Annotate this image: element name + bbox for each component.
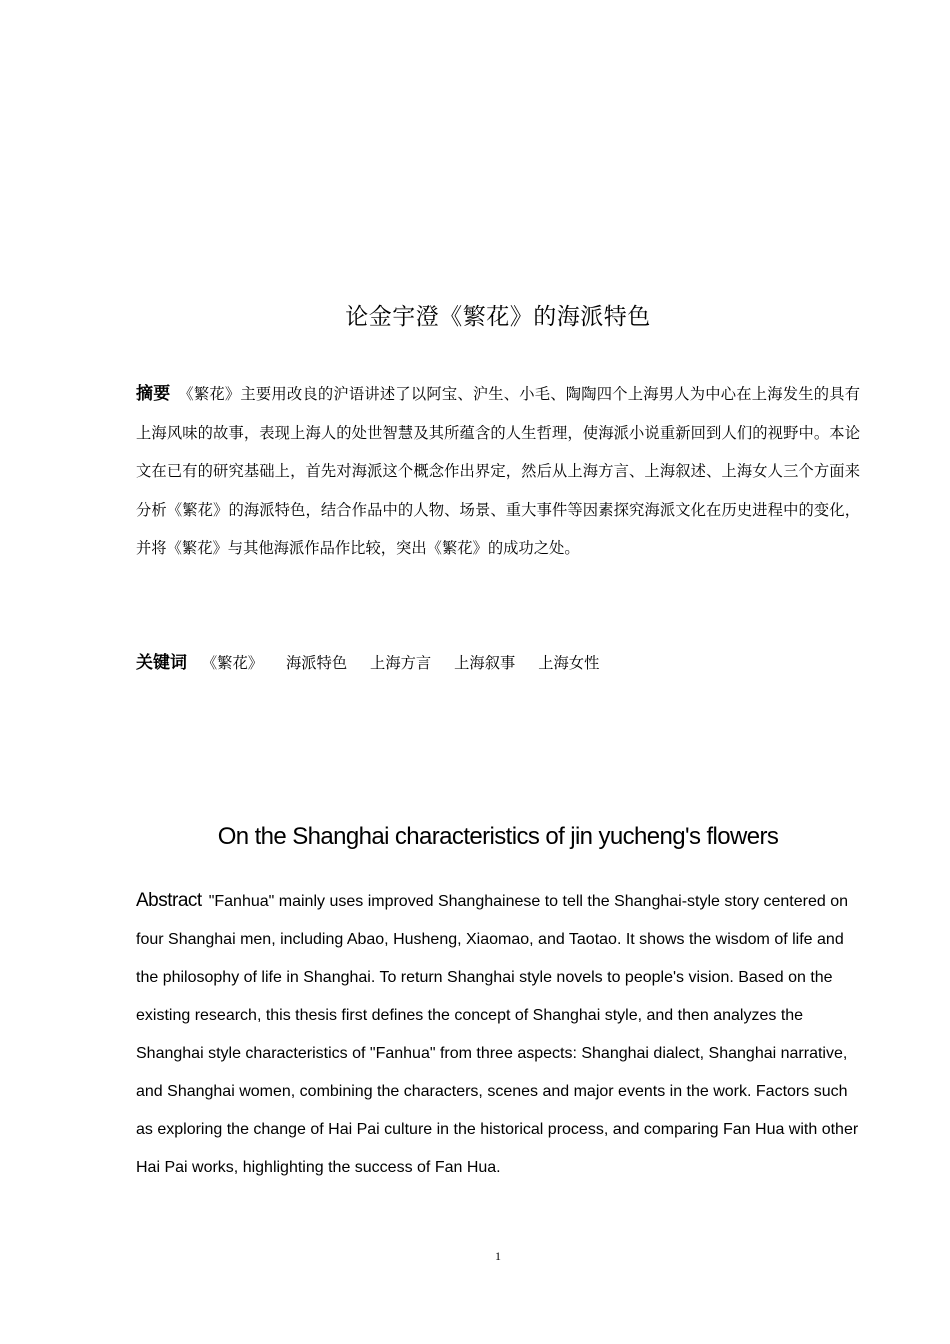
english-abstract-text: "Fanhua" mainly uses improved Shanghainese to tell the Shanghai-style story centered on four Shanghai men, including Abao, Husheng, Xiaomao, and Taotao. It shows the wisdom of life and the philosophy of life in Shanghai. To return Shanghai style novels to people's vision. Based on the existing research, this thesis first defines the concept of Shanghai style, and then analyzes the Shanghai style characteristics of "Fanhua" from three aspects: Shanghai dialect, Shanghai narrative, and Shanghai women, combining the characters, scenes and major events in the work. Factors such as exploring the change of Hai Pai culture in the historical process, and comparing Fan Hua with other Hai Pai works, highlighting the success of Fan Hua.	[136, 893, 859, 1176]
keyword: 上海叙事	[454, 654, 516, 672]
keyword: 《繁花》	[201, 654, 264, 672]
chinese-keywords-label: 关键词	[136, 653, 187, 673]
page-number: 1	[495, 1249, 501, 1263]
keyword: 上海女性	[538, 654, 600, 672]
keyword: 海派特色	[285, 654, 348, 672]
chinese-keywords	[136, 648, 860, 678]
english-abstract-label: Abstract	[136, 890, 202, 911]
chinese-abstract	[136, 375, 860, 568]
english-abstract	[136, 882, 864, 1187]
chinese-abstract-text: 《繁花》主要用改良的沪语讲述了以阿宝、沪生、小毛、陶陶四个上海男人为中心在上海发生的具有上海风味的故事，表现上海人的处世智慧及其所蕴含的人生哲理，使海派小说重新回到人们的视野中。本论文在已有的研究基础上，首先对海派这个概念作出界定，然后从上海方言、上海叙述、上海女人三个方面来分析《繁花》的海派特色，结合作品中的人物、场景、重大事件等因素探究海派文化在历史进程中的变化，并将《繁花》与其他海派作品作比较，突出《繁花》的成功之处。	[136, 385, 860, 557]
chinese-title: 论金宇澄《繁花》的海派特色	[345, 304, 651, 330]
keyword: 上海方言	[370, 654, 432, 672]
english-title: On the Shanghai characteristics of jin yucheng's flowers	[217, 823, 779, 850]
chinese-abstract-label: 摘要	[136, 384, 171, 404]
